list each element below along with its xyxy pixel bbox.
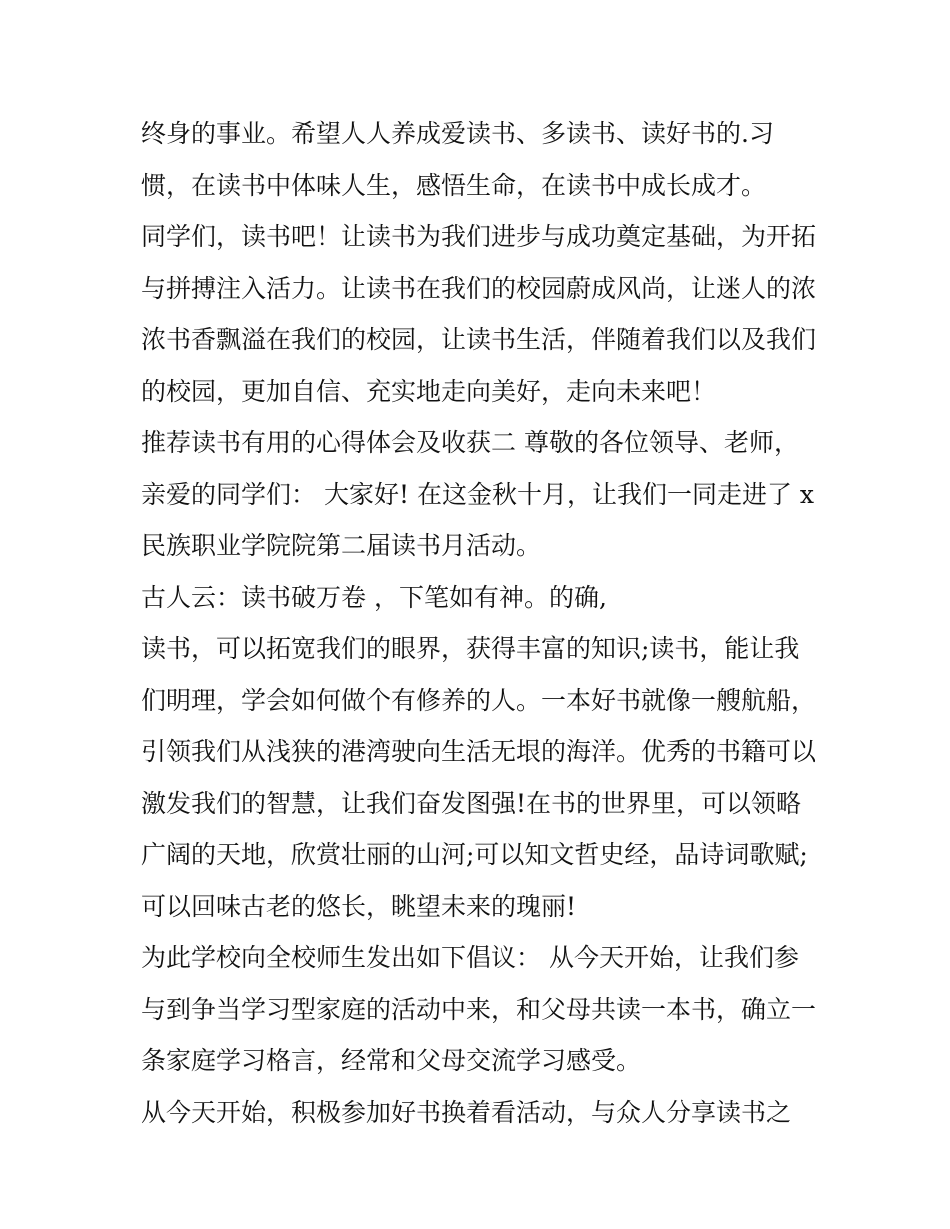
text-line: 的校园，更加自信、充实地走向美好，走向未来吧！ xyxy=(141,376,717,406)
text-line: 引领我们从浅狭的港湾驶向生活无垠的海洋。优秀的书籍可以 xyxy=(141,737,817,766)
text-line: 广阔的天地，欣赏壮丽的山河;可以知文哲史经，品诗词歌赋; xyxy=(141,840,808,869)
text-line: 们明理，学会如何做个有修养的人。一本好书就像一艘航船， xyxy=(141,685,817,715)
text-line: 与拼搏注入活力。让读书在我们的校园蔚成风尚，让迷人的浓 xyxy=(141,273,817,303)
text-line: 条家庭学习格言，经常和父母交流学习感受。 xyxy=(141,1046,642,1075)
text-line: 古人云：读书破万卷 ，下笔如有神。的确, xyxy=(141,582,607,612)
text-line: 民族职业学院院第二届读书月活动。 xyxy=(141,531,542,560)
text-line: 为此学校向全校师生发出如下倡议： 从今天开始，让我们参 xyxy=(141,943,799,972)
text-line: 推荐读书有用的心得体会及收获二 尊敬的各位领导、老师， xyxy=(141,428,799,457)
text-line: 同学们，读书吧！让读书为我们进步与成功奠定基础，为开拓 xyxy=(141,222,817,251)
text-line: 可以回味古老的悠长，眺望未来的瑰丽! xyxy=(141,891,577,921)
text-line: 从今天开始，积极参加好书换着看活动，与众人分享读书之 xyxy=(141,1097,792,1127)
text-line: 惯，在读书中体味人生，感悟生命，在读书中成长成才。 xyxy=(141,170,767,200)
text-line: 浓书香飘溢在我们的校园，让读书生活，伴随着我们以及我们 xyxy=(141,325,817,354)
text-line: 与到争当学习型家庭的活动中来，和父母共读一本书，确立一 xyxy=(141,994,817,1024)
document-body xyxy=(141,108,821,1138)
text-line: 亲爱的同学们： 大家好! 在这金秋十月，让我们一同走进了 x xyxy=(141,479,814,509)
text-line: 终身的事业。希望人人养成爱读书、多读书、读好书的.习 xyxy=(141,119,774,148)
text-line: 激发我们的智慧，让我们奋发图强!在书的世界里，可以领略 xyxy=(141,788,802,818)
text-line: 读书，可以拓宽我们的眼界，获得丰富的知识;读书，能让我 xyxy=(141,634,800,663)
